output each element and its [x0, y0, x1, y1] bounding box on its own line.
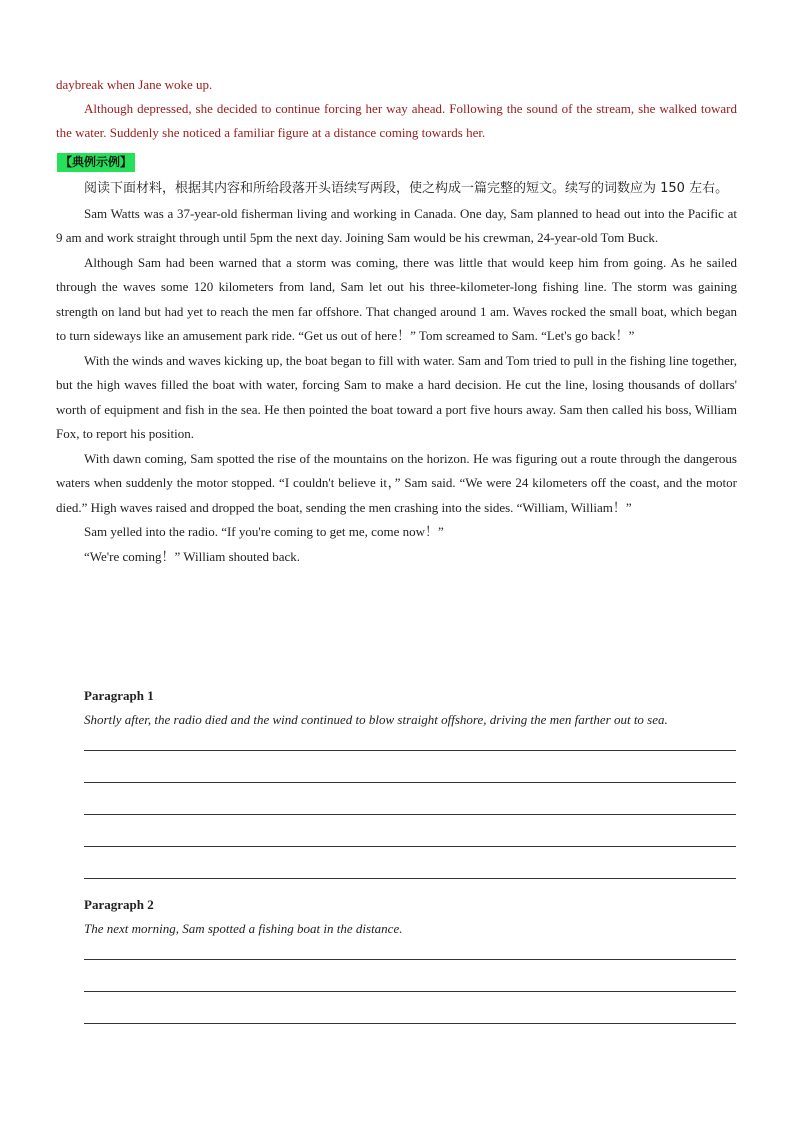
intro-first-line: daybreak when Jane woke up. [56, 77, 213, 92]
writing-line[interactable] [84, 878, 736, 879]
writing-line[interactable] [84, 846, 736, 847]
writing-line[interactable] [84, 991, 736, 992]
section-tag: 【典例示例】 [57, 153, 135, 172]
story-paragraph: With dawn coming, Sam spotted the rise of the mountains on the horizon. He was figuring out a route through the dangerous waters when suddenly the motor stopped. “I couldn't believe it，” Sam said. “We were 24 kilometers off the coast, and the motor died.” High waves raised and dropped the boat, sending the men crashing into the sides. “William, William！” [56, 450, 737, 515]
story-paragraph: “We're coming！” William shouted back. [84, 548, 301, 564]
writing-line[interactable] [84, 750, 736, 751]
paragraph2-opening: The next morning, Sam spotted a fishing boat in the distance. [84, 921, 403, 936]
story-paragraph: Sam Watts was a 37-year-old fisherman living and working in Canada. One day, Sam planned to head out into the Pacific at 9 am and work straight through until 5pm the next day. Joining Sam would be his crewman, 24-year-old Tom Buck. [56, 205, 737, 245]
paragraph1-heading: Paragraph 1 [84, 688, 154, 703]
paragraph1-opening: Shortly after, the radio died and the wind continued to blow straight offshore, driving the men farther out to sea. [84, 712, 668, 727]
story-paragraph: Although Sam had been warned that a storm was coming, there was little that would keep him from going. As he sailed through the waves some 120 kilometers from land, Sam let out his three-kilometer-long fishing line. The storm was gaining strength on land but had yet to reach the men far offshore. That changed around 1 am. Waves rocked the small boat, which began to turn sideways like an amusement park ride. “Get us out of here！” Tom screamed to Sam. “Let's go back！” [56, 254, 737, 343]
story-paragraph: With the winds and waves kicking up, the boat began to fill with water. Sam and Tom tried to pull in the fishing line together, but the high waves filled the boat with water, forcing Sam to make a hard decision. He cut the line, losing thousands of dollars' worth of equipment and fish in the sea. He then pointed the boat toward a port five hours away. Sam then called his boss, William Fox, to report his position. [56, 352, 737, 441]
intro-second-paragraph: Although depressed, she decided to continue forcing her way ahead. Following the sound of the stream, she walked toward the water. Suddenly she noticed a familiar figure at a distance coming towards her. [56, 101, 737, 140]
writing-line[interactable] [84, 959, 736, 960]
writing-line[interactable] [84, 1023, 736, 1024]
intro-paragraph [56, 97, 737, 145]
writing-line[interactable] [84, 782, 736, 783]
story-paragraph: Sam yelled into the radio. “If you're coming to get me, come now！” [84, 524, 444, 539]
story-body [56, 177, 737, 569]
paragraph2-heading: Paragraph 2 [84, 897, 154, 912]
instruction-text: 阅读下面材料，根据其内容和所给段落开头语续写两段，使之构成一篇完整的短文。续写的词数应为 150 左右。 [84, 181, 729, 196]
writing-line[interactable] [84, 814, 736, 815]
